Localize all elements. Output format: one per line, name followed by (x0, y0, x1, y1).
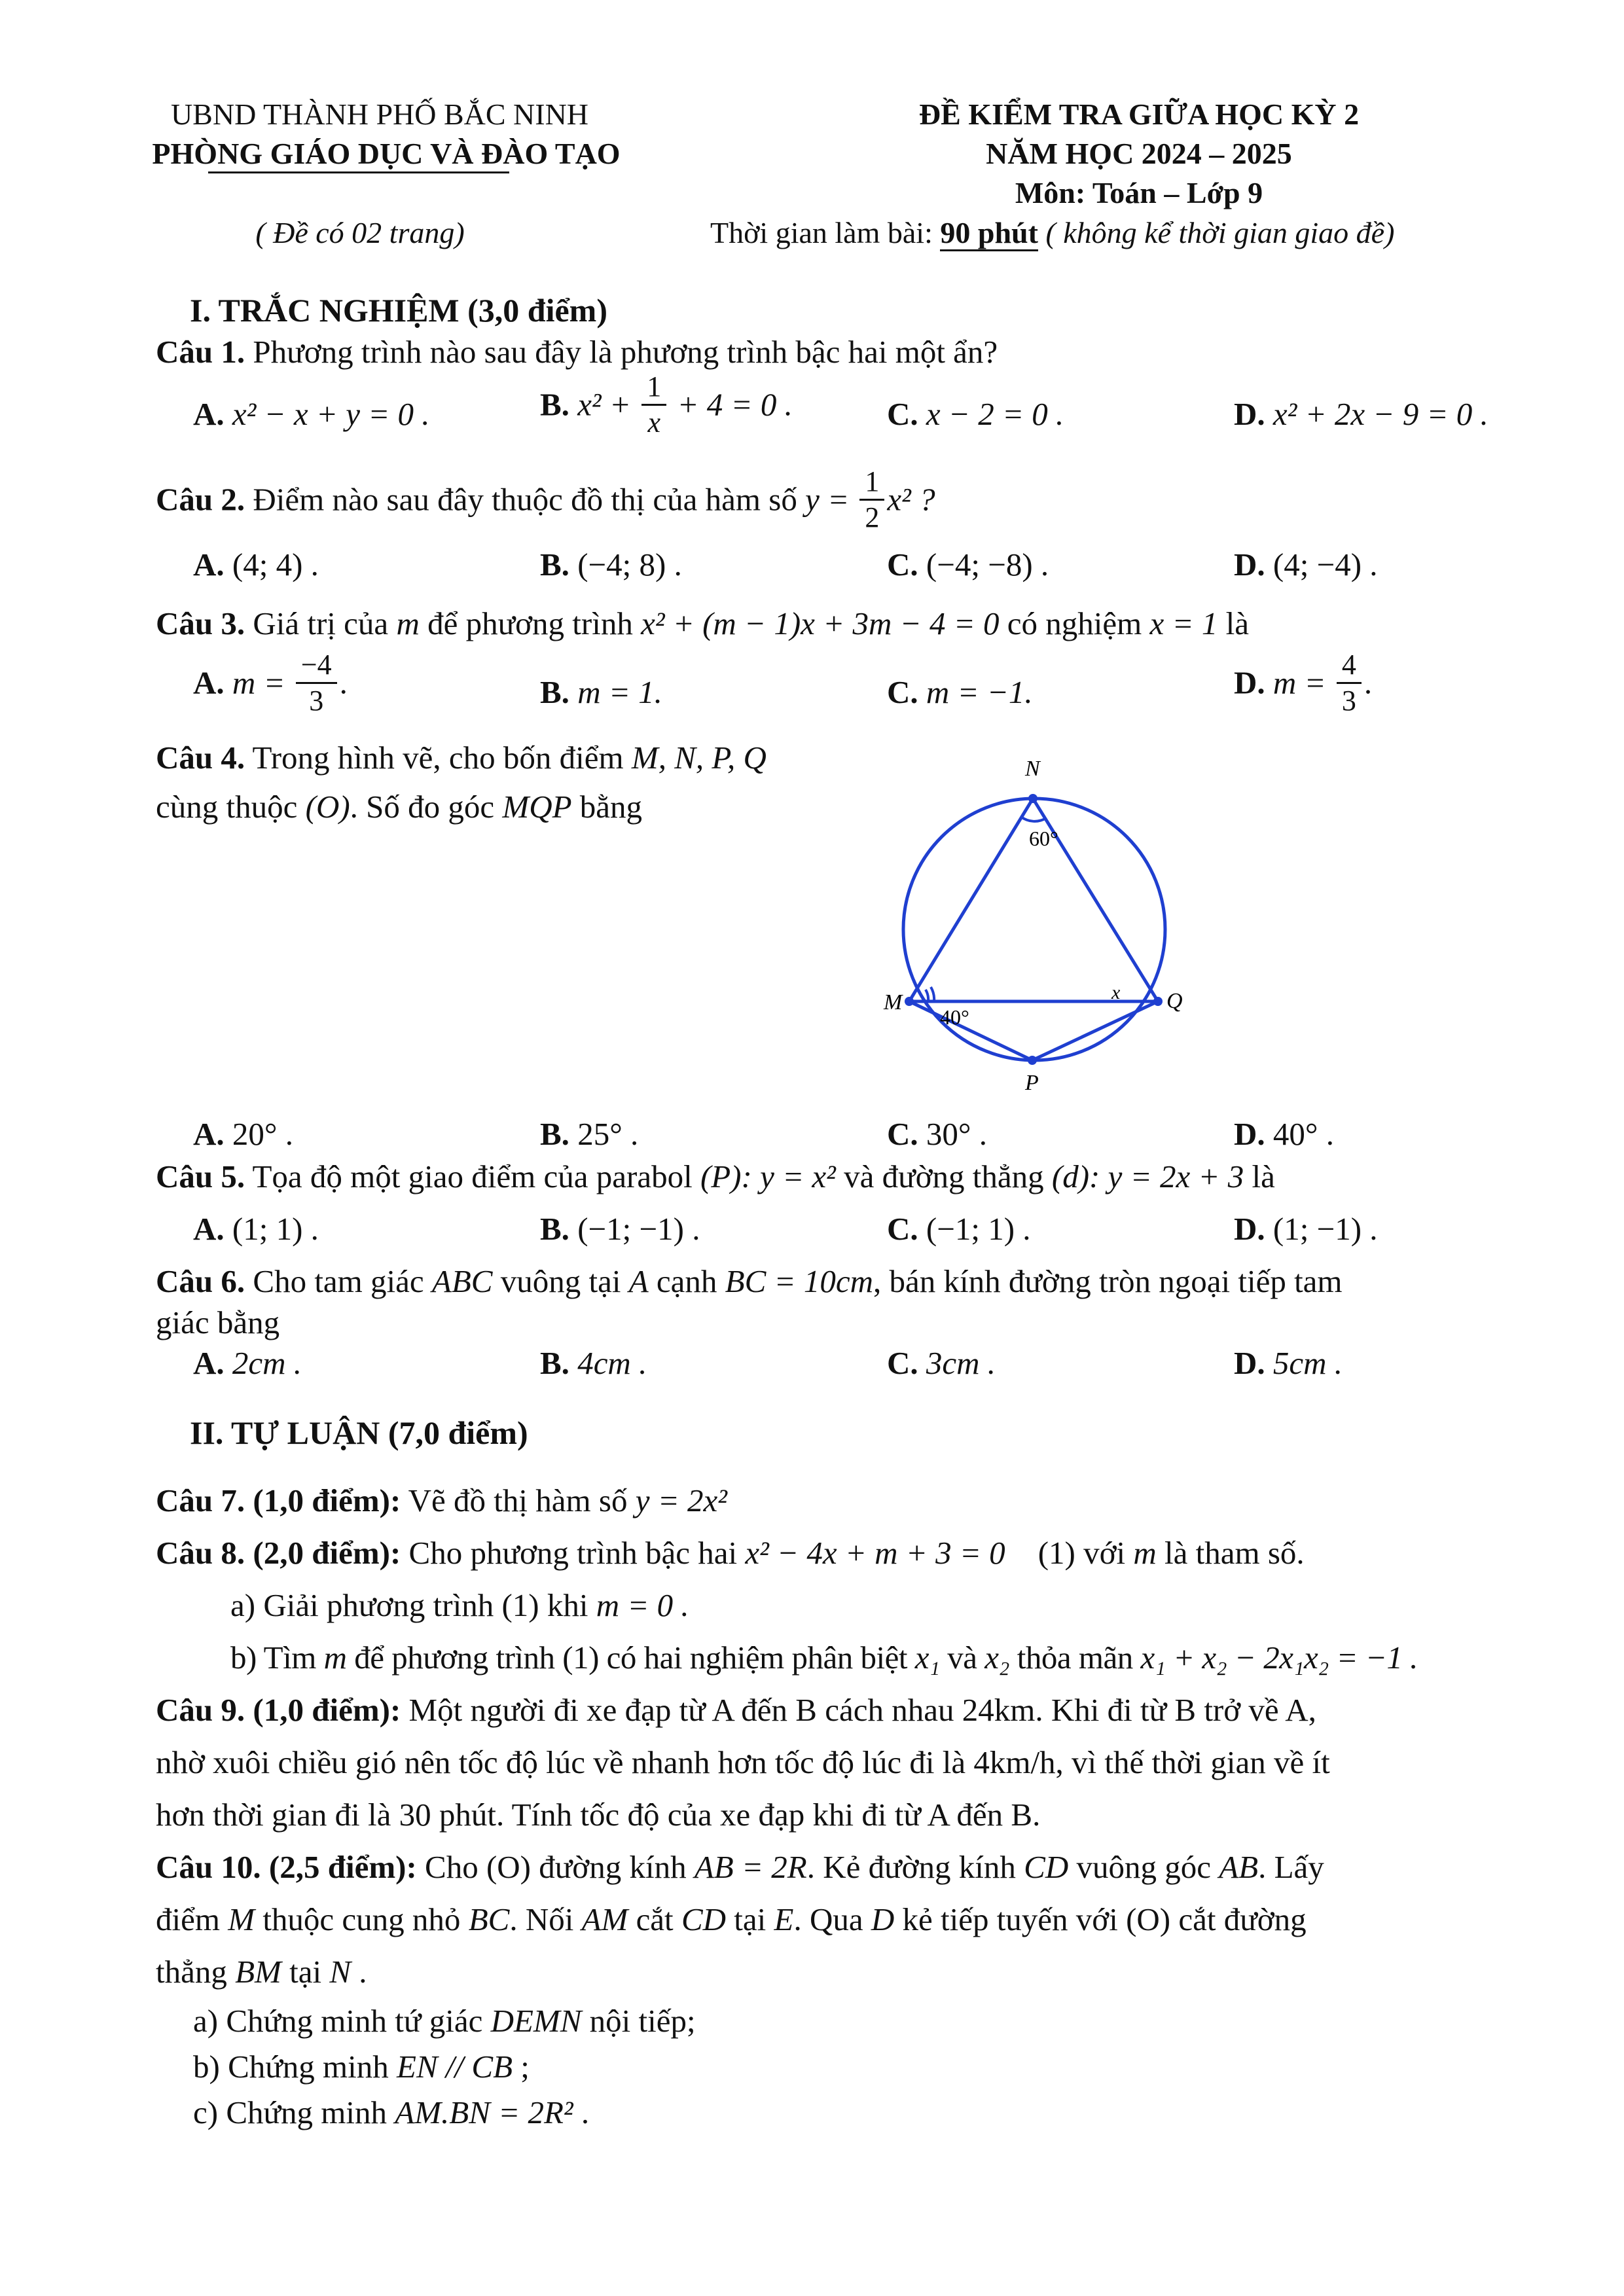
q6-text4: , bán kính đường tròn ngoại tiếp tam (873, 1263, 1343, 1299)
q4-d-text: 40° . (1272, 1116, 1334, 1152)
q9-l2: nhờ xuôi chiều gió nên tốc độ lúc về nhanh hơn tốc độ lúc đi là 4km/h, vì thế thời gian về ít (156, 1744, 1330, 1780)
q2-option-c (887, 543, 1049, 586)
q3-stem (156, 602, 1249, 645)
q10-l3a: thẳng (156, 1954, 236, 1990)
q8-a-text: a) Giải phương trình (1) khi (230, 1587, 596, 1623)
q8-text1: Cho phương trình bậc hai (401, 1535, 746, 1571)
q10-l1c: . Kẻ đường kính (806, 1849, 1024, 1885)
q2-text: Điểm nào sau đây thuộc đồ thị của hàm số (245, 481, 806, 518)
letter-a: A. (193, 396, 225, 432)
q1-text: Phương trình nào sau đây là phương trình bậc hai một ẩn? (245, 334, 998, 370)
q8-eq: x² − 4x + m + 3 = 0 (745, 1535, 1005, 1571)
q3-a-frac (296, 648, 337, 718)
q3-d-num: 4 (1337, 648, 1362, 684)
arc-angle-m (926, 990, 928, 1001)
q2-b-text: (−4; 8) . (577, 547, 682, 583)
letter-d: D. (1234, 1345, 1265, 1381)
q10-line1 (156, 1846, 1324, 1889)
q1-label: Câu 1. (156, 334, 245, 370)
q10-l1e: vuông góc (1068, 1849, 1219, 1885)
q4-label: Câu 4. (156, 740, 245, 776)
q6-text3: cạnh (648, 1263, 725, 1299)
q3-text3: có nghiệm (999, 605, 1150, 641)
label-q: Q (1166, 989, 1183, 1013)
label-m: M (884, 990, 903, 1014)
part1-title: I. TRẮC NGHIỆM (3,0 điểm) (190, 292, 607, 329)
q5-stem (156, 1155, 1275, 1198)
q6-b-text: 4cm . (577, 1345, 647, 1381)
q10-c1: c) Chứng minh (193, 2094, 395, 2130)
q10-l2b: M (228, 1901, 255, 1937)
q8-b3: và (939, 1640, 985, 1676)
q4-b-text: 25° . (577, 1116, 639, 1152)
q4-points: M, N, P, Q (631, 740, 767, 776)
q2-c-text: (−4; −8) . (926, 547, 1049, 583)
q10-l2j: E (774, 1901, 794, 1937)
q4-angle: MQP (502, 789, 572, 825)
label-angle-m: 40° (940, 1005, 969, 1029)
q10-l1b: AB = 2R (694, 1849, 807, 1885)
letter-c: C. (887, 1211, 918, 1247)
letter-b: B. (540, 674, 569, 710)
q2-fn-den: 2 (865, 501, 880, 533)
q7 (156, 1479, 727, 1522)
letter-b: B. (540, 1211, 569, 1247)
q10-l2f: AM (581, 1901, 628, 1937)
q5-b-text: (−1; −1) . (577, 1211, 700, 1247)
q8-num: (1) (1038, 1535, 1075, 1571)
q5-option-c (887, 1208, 1031, 1251)
q2-a-text: (4; 4) . (232, 547, 319, 583)
q6-option-b (540, 1342, 647, 1385)
q10-l2m: kẻ tiếp tuyến với (O) cắt đường (894, 1901, 1307, 1937)
q10-l2a: điểm (156, 1901, 228, 1937)
q5-option-a (193, 1208, 319, 1251)
q6-option-d (1234, 1342, 1343, 1385)
q10-l2e: . Nối (509, 1901, 582, 1937)
letter-d: D. (1234, 396, 1265, 432)
q6-option-a (193, 1342, 302, 1385)
letter-c: C. (887, 674, 918, 710)
q9-line3 (156, 1793, 1040, 1837)
q3-a-num: −4 (296, 648, 337, 684)
q10-l1d: CD (1024, 1849, 1069, 1885)
q4-option-c (887, 1113, 987, 1156)
q9-line2 (156, 1741, 1330, 1784)
q3-m: m (396, 605, 420, 641)
header-left-line2: PHÒNG GIÁO DỤC VÀ ĐÀO TẠO (152, 137, 621, 170)
q10-l3e: . (351, 1954, 367, 1990)
letter-c: C. (887, 547, 918, 583)
time-prefix: Thời gian làm bài: (710, 216, 941, 249)
q4-option-b (540, 1113, 638, 1156)
letter-d: D. (1234, 664, 1265, 701)
q10-l1g: . Lấy (1258, 1849, 1324, 1885)
letter-b: B. (540, 1116, 569, 1152)
letter-b: B. (540, 547, 569, 583)
letter-d: D. (1234, 1116, 1265, 1152)
q10-line2 (156, 1898, 1307, 1941)
part2-title: II. TỰ LUẬN (7,0 điểm) (190, 1414, 528, 1451)
q8-label: Câu 8. (2,0 điểm): (156, 1535, 401, 1571)
q2-fn-post: x² ? (887, 481, 935, 518)
label-angle-n: 60° (1029, 827, 1058, 850)
q8-part-b (230, 1636, 1418, 1679)
q8-b1: b) Tìm (230, 1640, 324, 1676)
q3-eq: x² + (m − 1)x + 3m − 4 = 0 (641, 605, 1000, 641)
label-x: x (1111, 982, 1121, 1003)
q5-option-b (540, 1208, 700, 1251)
q6-a: A (628, 1263, 649, 1299)
q4-option-d (1234, 1113, 1334, 1156)
letter-c: C. (887, 1116, 918, 1152)
q8-m: m (1133, 1535, 1157, 1571)
q8-b-m: m (323, 1640, 347, 1676)
q10-part-c (193, 2091, 589, 2134)
q5-text1: Tọa độ một giao điểm của parabol (245, 1158, 700, 1194)
q3-option-b (540, 671, 662, 714)
header-right-line1: ĐỀ KIỂM TRA GIỮA HỌC KỲ 2 (918, 98, 1360, 131)
q10-l2d: BC (468, 1901, 510, 1937)
q6-d-text: 5cm . (1272, 1345, 1343, 1381)
header-right-line2: NĂM HỌC 2024 – 2025 (986, 137, 1292, 170)
q6-text5: giác bằng (156, 1304, 280, 1340)
q10-l3b: BM (235, 1954, 281, 1990)
q5-option-d (1234, 1208, 1378, 1251)
q9-l3: hơn thời gian đi là 30 phút. Tính tốc độ của xe đạp khi đi từ A đến B. (156, 1797, 1041, 1833)
q10-a1: a) Chứng minh tứ giác (193, 2003, 491, 2039)
q10-b2: EN // CB (397, 2049, 513, 2085)
q1-b-num: 1 (641, 370, 666, 406)
q4-stem-line2 (156, 785, 642, 829)
letter-a: A. (193, 664, 225, 701)
point-n (1028, 794, 1038, 803)
q3-option-d: D. m = $\frac{4}{3}$ . (1234, 649, 1373, 717)
q4-text2: cùng thuộc (156, 789, 306, 825)
q6-label: Câu 6. (156, 1263, 245, 1299)
q1-option-c (887, 393, 1064, 436)
point-q (1153, 997, 1163, 1006)
q3-text1: Giá trị của (245, 605, 397, 641)
q3-c-text: m = −1. (926, 674, 1033, 710)
letter-a: A. (193, 1116, 225, 1152)
q3-text2: để phương trình (419, 605, 641, 641)
q10-c2: AM.BN = 2R² (395, 2094, 573, 2130)
q8-text2: với (1075, 1535, 1134, 1571)
arc-angle-m2 (931, 987, 934, 1001)
letter-c: C. (887, 1345, 918, 1381)
q10-label: Câu 10. (2,5 điểm): (156, 1849, 417, 1885)
q8-x2: x₂ (984, 1640, 1010, 1676)
label-p: P (1025, 1071, 1039, 1095)
letter-a: A. (193, 1211, 225, 1247)
segment-pq (1032, 1001, 1158, 1060)
q10-part-b (193, 2045, 530, 2089)
q3-root: x = 1 (1149, 605, 1218, 641)
q7-fn: y = 2x² (635, 1482, 727, 1518)
q4-circle: (O) (305, 789, 350, 825)
q9-label: Câu 9. (1,0 điểm): (156, 1692, 401, 1728)
q4-stem-line1 (156, 736, 767, 780)
q2-d-text: (4; −4) . (1272, 547, 1378, 583)
time-suffix: ( không kể thời gian giao đề) (1038, 216, 1395, 249)
q4-a-text: 20° . (232, 1116, 293, 1152)
q10-l2h: CD (681, 1901, 727, 1937)
q10-l1a: Cho (O) đường kính (416, 1849, 695, 1885)
q1-stem (156, 331, 998, 374)
q10-l3c: tại (281, 1954, 330, 1990)
q3-text4: là (1218, 605, 1249, 641)
letter-b: B. (540, 1345, 569, 1381)
q10-l2g: cắt (628, 1901, 681, 1937)
q10-l2i: tại (726, 1901, 774, 1937)
q6-c-text: 3cm . (926, 1345, 996, 1381)
label-n: N (1025, 757, 1040, 781)
q5-c-text: (−1; 1) . (926, 1211, 1031, 1247)
letter-a: A. (193, 1345, 225, 1381)
q6-abc: ABC (431, 1263, 493, 1299)
q2-option-d (1234, 543, 1378, 586)
q3-a-pre: m = (232, 664, 293, 701)
q1-option-d (1234, 393, 1489, 436)
q7-label: Câu 7. (1,0 điểm): (156, 1482, 401, 1518)
q8-b-cond: x₁ + x₂ − 2x₁x₂ = −1 . (1140, 1640, 1418, 1676)
q10-line3 (156, 1950, 367, 1994)
q6-option-c (887, 1342, 996, 1385)
q2-fn-pre: y = (805, 481, 857, 518)
q3-a-den: 3 (309, 685, 324, 717)
q6-stem-line1 (156, 1260, 1343, 1303)
letter-d: D. (1234, 547, 1265, 583)
q10-b3: ; (513, 2049, 530, 2085)
q3-d-frac (1337, 648, 1362, 718)
q1-option-a (193, 393, 430, 436)
q4-text1: Trong hình vẽ, cho bốn điểm (245, 740, 632, 776)
header-left-line1: UBND THÀNH PHỐ BẮC NINH (170, 98, 589, 131)
q1-c-text: x − 2 = 0 . (926, 396, 1064, 432)
q10-l2k: . Qua (793, 1901, 871, 1937)
time-bold: 90 phút (940, 216, 1038, 251)
q1-a-text: x² − x + y = 0 . (232, 396, 430, 432)
q6-text2: vuông tại (492, 1263, 629, 1299)
q9-line1 (156, 1689, 1316, 1732)
q10-a2: DEMN (490, 2003, 582, 2039)
q10-l2c: thuộc cung nhỏ (255, 1901, 469, 1937)
q8-text3: là tham số. (1156, 1535, 1305, 1571)
point-p (1028, 1056, 1037, 1065)
segment-mp (909, 1001, 1032, 1060)
q10-b1: b) Chứng minh (193, 2049, 397, 2085)
q9-l1: Một người đi xe đạp từ A đến B cách nhau 24km. Khi đi từ B trở về A, (401, 1692, 1316, 1728)
q6-text1: Cho tam giác (245, 1263, 432, 1299)
q7-text: Vẽ đồ thị hàm số (401, 1482, 636, 1518)
q10-c3: . (573, 2094, 590, 2130)
q5-label: Câu 5. (156, 1158, 245, 1194)
q8-a-cond: m = 0 . (596, 1587, 689, 1623)
q5-a-text: (1; 1) . (232, 1211, 319, 1247)
q6-bc: BC = 10cm (725, 1263, 873, 1299)
q3-d-den: 3 (1341, 685, 1356, 717)
q6-stem-line2 (156, 1301, 280, 1344)
q10-l3d: N (329, 1954, 352, 1990)
q8-part-a (230, 1584, 689, 1627)
q4-option-a (193, 1113, 293, 1156)
header-left-note: ( Đề có 02 trang) (255, 216, 465, 249)
header-time (710, 213, 1394, 253)
q3-label: Câu 3. (156, 605, 245, 641)
q5-text2: và đường thẳng (835, 1158, 1052, 1194)
q2-stem (156, 465, 935, 535)
q5-text3: là (1244, 1158, 1275, 1194)
q2-fn-num: 1 (859, 465, 884, 501)
letter-a: A. (193, 547, 225, 583)
q8-stem (156, 1532, 1305, 1575)
q1-d-text: x² + 2x − 9 = 0 . (1272, 396, 1489, 432)
q10-l1f: AB (1219, 1849, 1259, 1885)
arc-angle-n (1021, 817, 1046, 821)
q1-b-den: x (647, 406, 660, 439)
letter-b: B. (540, 386, 569, 423)
q8-b4: thỏa mãn (1009, 1640, 1141, 1676)
q1-option-b (540, 370, 793, 440)
q10-part-a (193, 2000, 696, 2043)
q10-l2l: D (871, 1901, 895, 1937)
q2-option-b (540, 543, 682, 586)
q1-b-post: + 4 = 0 . (669, 386, 793, 423)
q3-d-pre: m = (1272, 664, 1334, 701)
q8-b2: để phương trình (1) có hai nghiệm phân biệt (346, 1640, 915, 1676)
point-m (905, 997, 914, 1006)
q1-b-pre: x² + (577, 386, 640, 423)
q1-b-frac (641, 370, 666, 440)
q8-x1: x₁ (914, 1640, 940, 1676)
q2-label: Câu 2. (156, 481, 245, 518)
q4-figure (884, 740, 1270, 1106)
q5-d-text: (1; −1) . (1272, 1211, 1378, 1247)
q2-fn-frac (859, 465, 884, 535)
q4-text3: . Số đo góc (350, 789, 503, 825)
q4-text4: bằng (571, 789, 643, 825)
q5-line: (d): y = 2x + 3 (1051, 1158, 1244, 1194)
header-right-line3: Môn: Toán – Lớp 9 (1015, 176, 1263, 209)
letter-c: C. (887, 396, 918, 432)
q10-a3: nội tiếp; (581, 2003, 696, 2039)
q3-option-a: A. m = $\frac{-4}{3}$ . (193, 649, 348, 717)
q2-option-a (193, 543, 319, 586)
header-left-underline (208, 171, 509, 173)
q5-parabola: (P): y = x² (700, 1158, 836, 1194)
q4-c-text: 30° . (926, 1116, 987, 1152)
letter-d: D. (1234, 1211, 1265, 1247)
q3-b-text: m = 1. (577, 674, 662, 710)
q3-option-c (887, 671, 1033, 714)
segment-nm (909, 798, 1033, 1001)
q6-a-text: 2cm . (232, 1345, 302, 1381)
